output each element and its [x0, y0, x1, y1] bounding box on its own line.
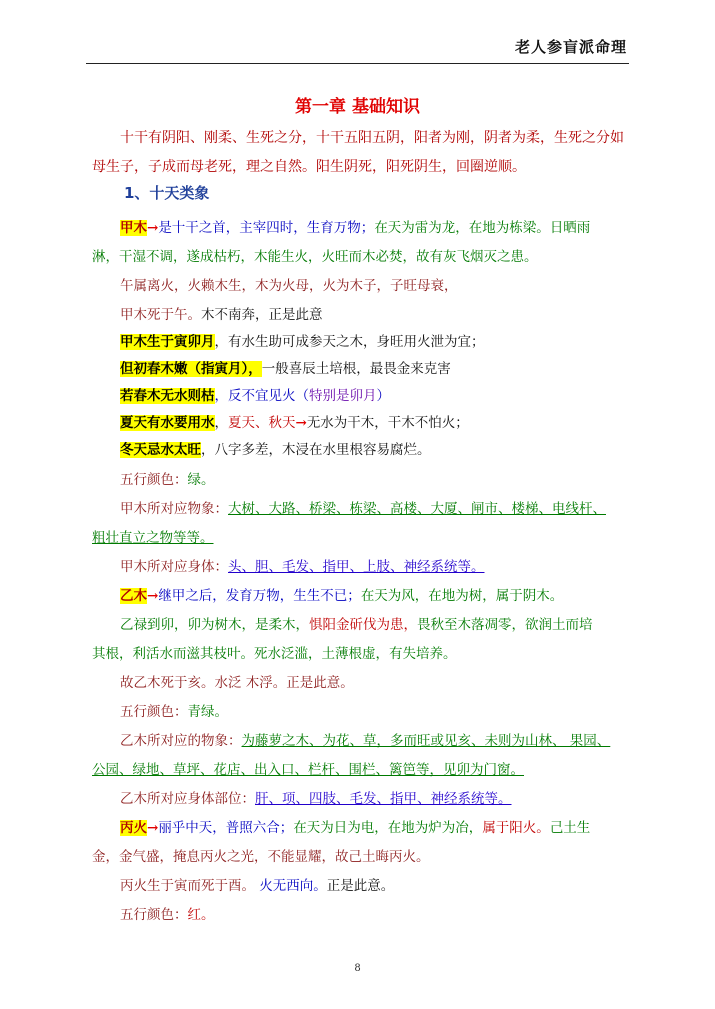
jia-line-1: 甲木→是十干之首，主宰四时，生育万物；在天为雷为龙，在地为栋梁。日晒雨: [120, 220, 591, 236]
jia-line-5: 甲木生于寅卯月，有水生助可成参天之木，身旺用火泄为宜；: [120, 334, 485, 350]
arrow-icon: →: [147, 220, 159, 236]
jia-line-9: 冬天忌水太旺，八字多差，木浸在水里根容易腐烂。: [120, 442, 431, 458]
yi-line-1: 乙木→继甲之后，发育万物，生生不已；在天为风，在地为树，属于阴木。: [120, 588, 564, 604]
jia-objects-line: 甲木所对应物象：大树、大路、桥梁、栋梁、高楼、大厦、闸市、楼梯、电线杆、: [120, 501, 606, 517]
jia-line-4: 甲木死于午。木不南奔，正是此意: [120, 307, 323, 323]
arrow-icon: →: [147, 588, 159, 604]
bing-line-1: 丙火→丽乎中天，普照六合；在天为日为电，在地为炉为冶，属于阳火。己土生: [120, 820, 591, 836]
jia-color-line: 五行颜色：绿。: [120, 472, 215, 488]
yi-color-line: 五行颜色：青绿。: [120, 704, 228, 720]
bing-line-2: 金，金气盛，掩息丙火之光，不能显耀，故己土晦丙火。: [92, 849, 430, 865]
yi-body-line: 乙木所对应身体部位：肝、项、四肢、毛发、指甲、神经系统等。: [120, 791, 512, 807]
intro-paragraph: 十干有阴阳、刚柔、生死之分，十干五阳五阴，阳者为刚，阴者为柔，生死之分如母生子，子成而母老死，理之自然。阳生阴死，阳死阴生，回圈逆顺。: [92, 130, 624, 175]
jia-line-8: 夏天有水要用水，夏天、秋天→无水为干木，干木不怕火；: [120, 415, 469, 431]
page-number: 8: [354, 963, 361, 974]
arrow-icon: →: [147, 820, 159, 836]
arrow-icon: →: [295, 415, 307, 431]
header-title: 老人参盲派命理: [514, 38, 627, 56]
yi-objects-line-2: 公园、绿地、草坪、花店、出入口、栏杆、围栏、篱笆等，见卯为门窗。: [92, 762, 524, 778]
header-divider: [86, 63, 629, 64]
yi-line-4: 故乙木死于亥。水泛 木浮。正是此意。: [120, 675, 354, 691]
jia-line-7: 若春木无水则枯，反不宜见火（特别是卯月）: [120, 388, 390, 404]
jia-line-2: 淋，干湿不调，遂成枯朽，木能生火，火旺而木必焚，故有灰飞烟灭之患。: [92, 249, 538, 265]
jia-objects-line-2: 粗壮直立之物等等。: [92, 530, 214, 546]
jia-line-3: 午属离火，火赖木生，木为火母，火为木子，子旺母衰，: [120, 278, 458, 294]
yi-objects-line: 乙木所对应的物象：为藤萝之木、为花、草，多而旺或见亥、未则为山林、 果园、: [120, 733, 611, 749]
bing-line-3: 丙火生于寅而死于酉。 火无西向。正是此意。: [120, 878, 395, 894]
jia-line-6: 但初春木嫩（指寅月），一般喜辰土培根，最畏金来克害: [120, 361, 451, 377]
yi-label: 乙木: [120, 588, 147, 604]
bing-label: 丙火: [120, 820, 147, 836]
chapter-title: 第一章 基础知识: [295, 97, 420, 117]
section-title: 1、十天类象: [124, 184, 210, 202]
jia-body-line: 甲木所对应身体：头、胆、毛发、指甲、上肢、神经系统等。: [120, 559, 485, 575]
bing-color-line: 五行颜色：红。: [120, 907, 215, 923]
jia-label: 甲木: [120, 220, 147, 236]
yi-line-2: 乙禄到卯，卯为树木，是柔木，惧阳金斫伐为患，畏秋至木落凋零，欲润土而培: [120, 617, 593, 633]
yi-line-3: 其根，利活水而滋其枝叶。死水泛滥，土薄根虚，有失培养。: [92, 646, 457, 662]
